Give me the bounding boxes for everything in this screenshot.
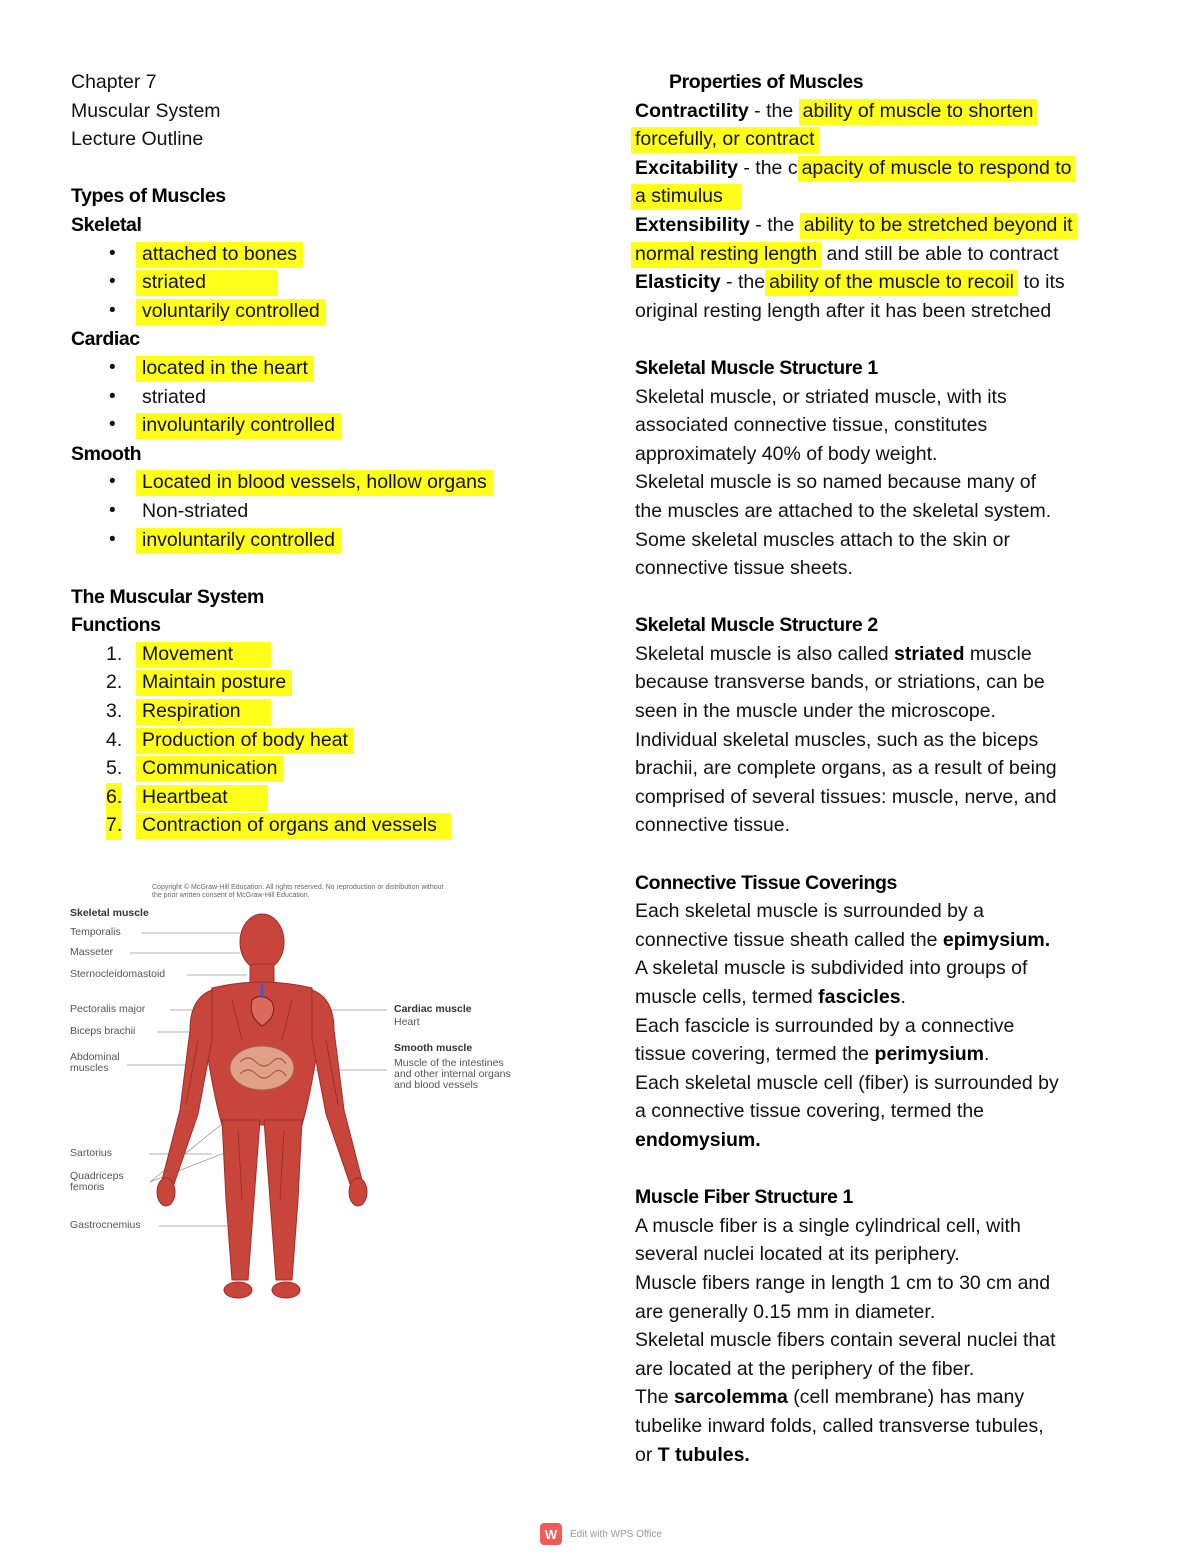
mfs1-heading: Muscle Fiber Structure 1: [635, 1186, 853, 1209]
label-pectoralis-major: Pectoralis major: [70, 1003, 146, 1015]
label-smooth-muscle-desc: Muscle of the intestines and other internal organs and blood vessels: [394, 1057, 511, 1091]
skeletal-muscle-title: Skeletal muscle: [70, 907, 149, 919]
intestines-shape: [230, 1046, 294, 1090]
list-item: 4. Production of body heat: [71, 726, 571, 755]
list-item: 6. Heartbeat: [71, 783, 571, 812]
label-abdominal-muscles: Abdominal muscles: [70, 1051, 120, 1074]
label-quadriceps-femoris: Quadriceps femoris: [70, 1170, 124, 1193]
sms2-heading: Skeletal Muscle Structure 2: [635, 614, 878, 637]
list-item: 5. Communication: [71, 754, 571, 783]
label-biceps-brachii: Biceps brachii: [70, 1025, 136, 1037]
cardiac-heading: Cardiac: [71, 328, 140, 351]
smooth-muscle-title: Smooth muscle: [394, 1042, 473, 1054]
list-item: • located in the heart: [71, 354, 571, 383]
system-heading: The Muscular System: [71, 585, 264, 608]
list-item: • voluntarily controlled: [71, 297, 571, 326]
list-item: 2. Maintain posture: [71, 668, 571, 697]
excitability-line: Excitability - the c apacity of muscle to respond to: [635, 154, 1135, 183]
list-item: • involuntarily controlled: [71, 411, 571, 440]
right-column: Properties of Muscles Contractility - the ability of muscle to shorten forcefully, or contract Excitability - the c apacity of muscle to respond to a stimulus Extensibility - the ability to be stretched beyond it normal resting length and still be able to contract Elasticity - the ability of the muscle to recoil to its original resting length after it has been stretched Skeletal Muscle Structure 1 Skeletal muscle, or striated muscle, with its associated connective tissue, constitutes approximately 40% of body weight. Skeletal muscle is so named because many of the muscles are attached to the skeletal system. Some skeletal muscles attach to the skin or connective tissue sheets. Skeletal Muscle Structure 2 Skeletal muscle is also called striated muscle because transverse bands, or striations, can be seen in the muscle under the microscope. Individual skeletal muscles, such as the biceps brachii, are complete organs, as a result of being comprised of several tissues: muscle, nerve, and connective tissue. Connective Tissue Coverings Each skeletal muscle is surrounded by a connective tissue sheath called the epimysium. A skeletal muscle is subdivided into groups of muscle cells, termed fascicles. Each fascicle is surrounded by a connective tissue covering, termed the perimysium. Each skeletal muscle cell (fiber) is surrounded by a connective tissue covering, termed the endomysium. Muscle Fiber Structure 1 A muscle fiber is a single cylindrical cell, with several nuclei located at its periphery. Muscle fibers range in length 1 cm to 30 cm and are generally 0.15 mm in diameter. Skeletal muscle fibers contain several nuclei that are located at the periphery of the fiber. The sarcolemma (cell membrane) has many tubelike inward folds, called transverse tubules, or T tubules.: [635, 68, 1135, 1469]
ctc-heading: Connective Tissue Coverings: [635, 871, 897, 894]
properties-heading: Properties of Muscles: [669, 71, 864, 93]
subject-line: Muscular System: [71, 99, 221, 122]
smooth-heading: Smooth: [71, 442, 142, 465]
list-item: 1. Movement: [71, 640, 571, 669]
list-item: 3. Respiration: [71, 697, 571, 726]
extensibility-line: Extensibility - the ability to be stretched beyond it: [635, 211, 1135, 240]
outline-line: Lecture Outline: [71, 128, 204, 151]
label-sartorius: Sartorius: [70, 1147, 113, 1159]
list-item: • striated: [109, 385, 206, 408]
label-masseter: Masseter: [70, 946, 114, 958]
left-column: [71, 68, 571, 840]
list-item: • Located in blood vessels, hollow organs: [71, 468, 571, 497]
types-heading: Types of Muscles: [71, 185, 226, 208]
copyright-caption: Copyright © McGraw-Hill Education. All rights reserved. No reproduction or distribution without the prior written consent of McGraw-Hill Education.: [152, 884, 444, 899]
list-item: 7. Contraction of organs and vessels: [71, 811, 571, 840]
muscle-body-illustration: [62, 880, 532, 1320]
wps-footer-text[interactable]: Edit with WPS Office: [570, 1528, 663, 1540]
label-temporalis: Temporalis: [70, 926, 121, 938]
contractility-line: Contractility - the ability of muscle to shorten: [635, 97, 1135, 126]
list-item: • attached to bones: [71, 240, 571, 269]
label-gastrocnemius: Gastrocnemius: [70, 1219, 141, 1231]
wps-logo-icon: W: [540, 1523, 562, 1545]
cardiac-muscle-title: Cardiac muscle: [394, 1003, 472, 1015]
chapter-line: Chapter 7: [71, 71, 157, 93]
list-item: • striated: [71, 268, 571, 297]
list-item: • involuntarily controlled: [71, 526, 571, 555]
list-item: • Non-striated: [109, 499, 249, 522]
elasticity-line: Elasticity - the ability of the muscle to recoil to its: [635, 268, 1135, 297]
wps-footer[interactable]: [540, 1522, 662, 1546]
label-heart: Heart: [394, 1016, 420, 1028]
skeletal-heading: Skeletal: [71, 213, 142, 236]
functions-heading: Functions: [71, 614, 161, 637]
sms1-heading: Skeletal Muscle Structure 1: [635, 356, 878, 379]
label-sternocleidomastoid: Sternocleidomastoid: [70, 968, 166, 980]
muscular-system-figure: [62, 880, 532, 1320]
